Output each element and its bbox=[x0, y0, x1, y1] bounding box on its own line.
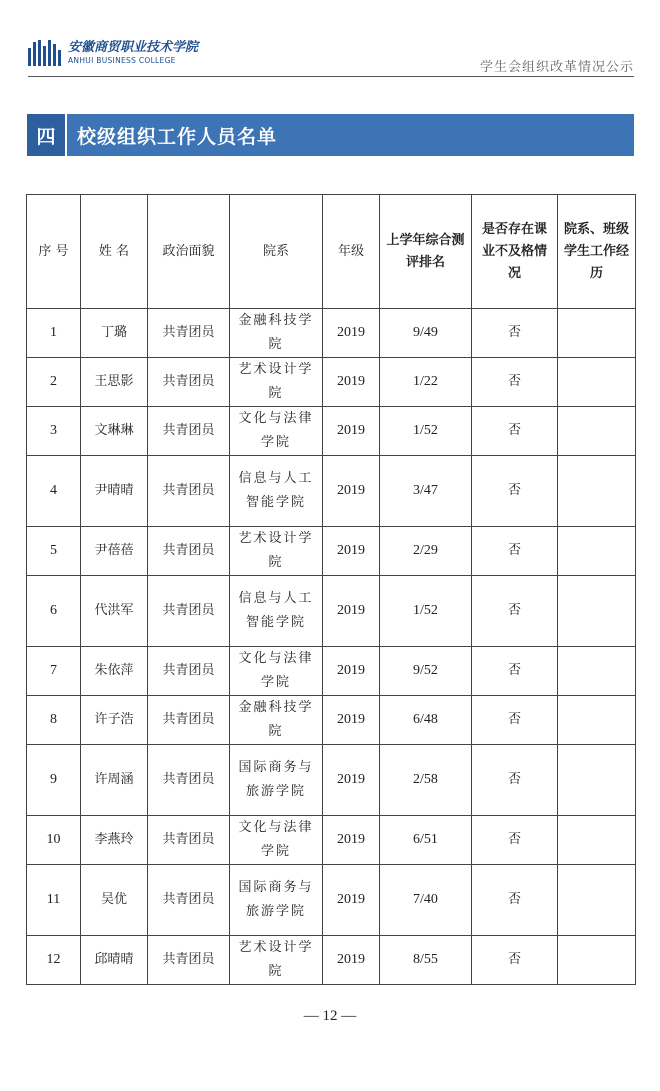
table-row bbox=[27, 456, 636, 527]
failing-status-cell: 否 bbox=[472, 865, 558, 936]
logo-english-name: ANHUI BUSINESS COLLEGE bbox=[68, 56, 176, 66]
header-divider bbox=[28, 76, 634, 77]
staff-roster-table bbox=[26, 194, 636, 985]
document-running-title: 学生会组织改革情况公示 bbox=[479, 60, 634, 75]
table-row bbox=[27, 407, 636, 456]
grade-cell: 2019 bbox=[323, 816, 380, 865]
row-number-cell: 10 bbox=[27, 816, 81, 865]
political-status-cell: 共青团员 bbox=[148, 865, 230, 936]
header-cell-name: 姓 名 bbox=[81, 195, 148, 309]
section-title: 校级组织工作人员名单 bbox=[77, 125, 278, 148]
header-cell-dept: 院系 bbox=[230, 195, 323, 309]
experience-cell bbox=[558, 309, 636, 358]
rank-cell: 3/47 bbox=[380, 456, 472, 527]
experience-cell bbox=[558, 358, 636, 407]
rank-cell: 7/40 bbox=[380, 865, 472, 936]
grade-cell: 2019 bbox=[323, 745, 380, 816]
row-number-cell: 9 bbox=[27, 745, 81, 816]
name-cell: 朱依萍 bbox=[81, 647, 148, 696]
name-cell: 文琳琳 bbox=[81, 407, 148, 456]
experience-cell bbox=[558, 745, 636, 816]
failing-status-cell: 否 bbox=[472, 745, 558, 816]
rank-cell: 6/51 bbox=[380, 816, 472, 865]
grade-cell: 2019 bbox=[323, 696, 380, 745]
row-number-cell: 3 bbox=[27, 407, 81, 456]
header-cell-no: 序 号 bbox=[27, 195, 81, 309]
section-number: 四 bbox=[27, 114, 67, 156]
section-heading bbox=[27, 114, 634, 156]
rank-cell: 9/49 bbox=[380, 309, 472, 358]
college-logo-icon bbox=[28, 40, 62, 66]
rank-cell: 1/52 bbox=[380, 407, 472, 456]
department-cell: 文化与法律学院 bbox=[230, 816, 323, 865]
political-status-cell: 共青团员 bbox=[148, 745, 230, 816]
header-cell-fail: 是否存在课业不及格情况 bbox=[472, 195, 558, 309]
rank-cell: 1/22 bbox=[380, 358, 472, 407]
experience-cell bbox=[558, 456, 636, 527]
failing-status-cell: 否 bbox=[472, 309, 558, 358]
logo-chinese-name: 安徽商贸职业技术学院 bbox=[68, 40, 199, 56]
failing-status-cell: 否 bbox=[472, 696, 558, 745]
failing-status-cell: 否 bbox=[472, 647, 558, 696]
department-cell: 国际商务与旅游学院 bbox=[230, 745, 323, 816]
political-status-cell: 共青团员 bbox=[148, 647, 230, 696]
name-cell: 吴优 bbox=[81, 865, 148, 936]
table-row bbox=[27, 936, 636, 985]
experience-cell bbox=[558, 865, 636, 936]
rank-cell: 2/58 bbox=[380, 745, 472, 816]
experience-cell bbox=[558, 647, 636, 696]
experience-cell bbox=[558, 576, 636, 647]
page-number: — 12 — bbox=[303, 1008, 357, 1024]
rank-cell: 1/52 bbox=[380, 576, 472, 647]
name-cell: 代洪军 bbox=[81, 576, 148, 647]
experience-cell bbox=[558, 936, 636, 985]
row-number-cell: 12 bbox=[27, 936, 81, 985]
grade-cell: 2019 bbox=[323, 865, 380, 936]
row-number-cell: 11 bbox=[27, 865, 81, 936]
name-cell: 尹蓓蓓 bbox=[81, 527, 148, 576]
row-number-cell: 7 bbox=[27, 647, 81, 696]
experience-cell bbox=[558, 816, 636, 865]
political-status-cell: 共青团员 bbox=[148, 576, 230, 647]
grade-cell: 2019 bbox=[323, 309, 380, 358]
department-cell: 金融科技学院 bbox=[230, 309, 323, 358]
row-number-cell: 8 bbox=[27, 696, 81, 745]
table-row bbox=[27, 527, 636, 576]
political-status-cell: 共青团员 bbox=[148, 358, 230, 407]
failing-status-cell: 否 bbox=[472, 527, 558, 576]
table-row bbox=[27, 865, 636, 936]
name-cell: 丁璐 bbox=[81, 309, 148, 358]
table-row bbox=[27, 745, 636, 816]
failing-status-cell: 否 bbox=[472, 407, 558, 456]
table-row bbox=[27, 696, 636, 745]
grade-cell: 2019 bbox=[323, 527, 380, 576]
department-cell: 艺术设计学院 bbox=[230, 358, 323, 407]
rank-cell: 2/29 bbox=[380, 527, 472, 576]
table-row bbox=[27, 816, 636, 865]
failing-status-cell: 否 bbox=[472, 456, 558, 527]
table-row bbox=[27, 647, 636, 696]
name-cell: 李燕玲 bbox=[81, 816, 148, 865]
row-number-cell: 2 bbox=[27, 358, 81, 407]
political-status-cell: 共青团员 bbox=[148, 816, 230, 865]
grade-cell: 2019 bbox=[323, 358, 380, 407]
header-cell-experience: 院系、班级学生工作经历 bbox=[558, 195, 636, 309]
department-cell: 信息与人工智能学院 bbox=[230, 456, 323, 527]
political-status-cell: 共青团员 bbox=[148, 936, 230, 985]
failing-status-cell: 否 bbox=[472, 816, 558, 865]
rank-cell: 9/52 bbox=[380, 647, 472, 696]
grade-cell: 2019 bbox=[323, 456, 380, 527]
failing-status-cell: 否 bbox=[472, 576, 558, 647]
rank-cell: 6/48 bbox=[380, 696, 472, 745]
table-header-row bbox=[27, 195, 636, 309]
header-cell-political: 政治面貌 bbox=[148, 195, 230, 309]
experience-cell bbox=[558, 527, 636, 576]
department-cell: 艺术设计学院 bbox=[230, 527, 323, 576]
department-cell: 国际商务与旅游学院 bbox=[230, 865, 323, 936]
row-number-cell: 6 bbox=[27, 576, 81, 647]
name-cell: 许周涵 bbox=[81, 745, 148, 816]
grade-cell: 2019 bbox=[323, 936, 380, 985]
row-number-cell: 1 bbox=[27, 309, 81, 358]
name-cell: 王思影 bbox=[81, 358, 148, 407]
college-logo bbox=[28, 38, 198, 68]
political-status-cell: 共青团员 bbox=[148, 527, 230, 576]
name-cell: 邱晴晴 bbox=[81, 936, 148, 985]
row-number-cell: 5 bbox=[27, 527, 81, 576]
grade-cell: 2019 bbox=[323, 647, 380, 696]
department-cell: 金融科技学院 bbox=[230, 696, 323, 745]
page-header bbox=[28, 38, 634, 78]
department-cell: 文化与法律学院 bbox=[230, 407, 323, 456]
experience-cell bbox=[558, 696, 636, 745]
department-cell: 艺术设计学院 bbox=[230, 936, 323, 985]
table-row bbox=[27, 358, 636, 407]
department-cell: 信息与人工智能学院 bbox=[230, 576, 323, 647]
table-row bbox=[27, 309, 636, 358]
political-status-cell: 共青团员 bbox=[148, 696, 230, 745]
header-cell-rank: 上学年综合测评排名 bbox=[380, 195, 472, 309]
header-cell-grade: 年级 bbox=[323, 195, 380, 309]
rank-cell: 8/55 bbox=[380, 936, 472, 985]
table-row bbox=[27, 576, 636, 647]
name-cell: 许子浩 bbox=[81, 696, 148, 745]
department-cell: 文化与法律学院 bbox=[230, 647, 323, 696]
grade-cell: 2019 bbox=[323, 407, 380, 456]
name-cell: 尹晴晴 bbox=[81, 456, 148, 527]
failing-status-cell: 否 bbox=[472, 358, 558, 407]
experience-cell bbox=[558, 407, 636, 456]
failing-status-cell: 否 bbox=[472, 936, 558, 985]
grade-cell: 2019 bbox=[323, 576, 380, 647]
political-status-cell: 共青团员 bbox=[148, 407, 230, 456]
political-status-cell: 共青团员 bbox=[148, 456, 230, 527]
political-status-cell: 共青团员 bbox=[148, 309, 230, 358]
row-number-cell: 4 bbox=[27, 456, 81, 527]
